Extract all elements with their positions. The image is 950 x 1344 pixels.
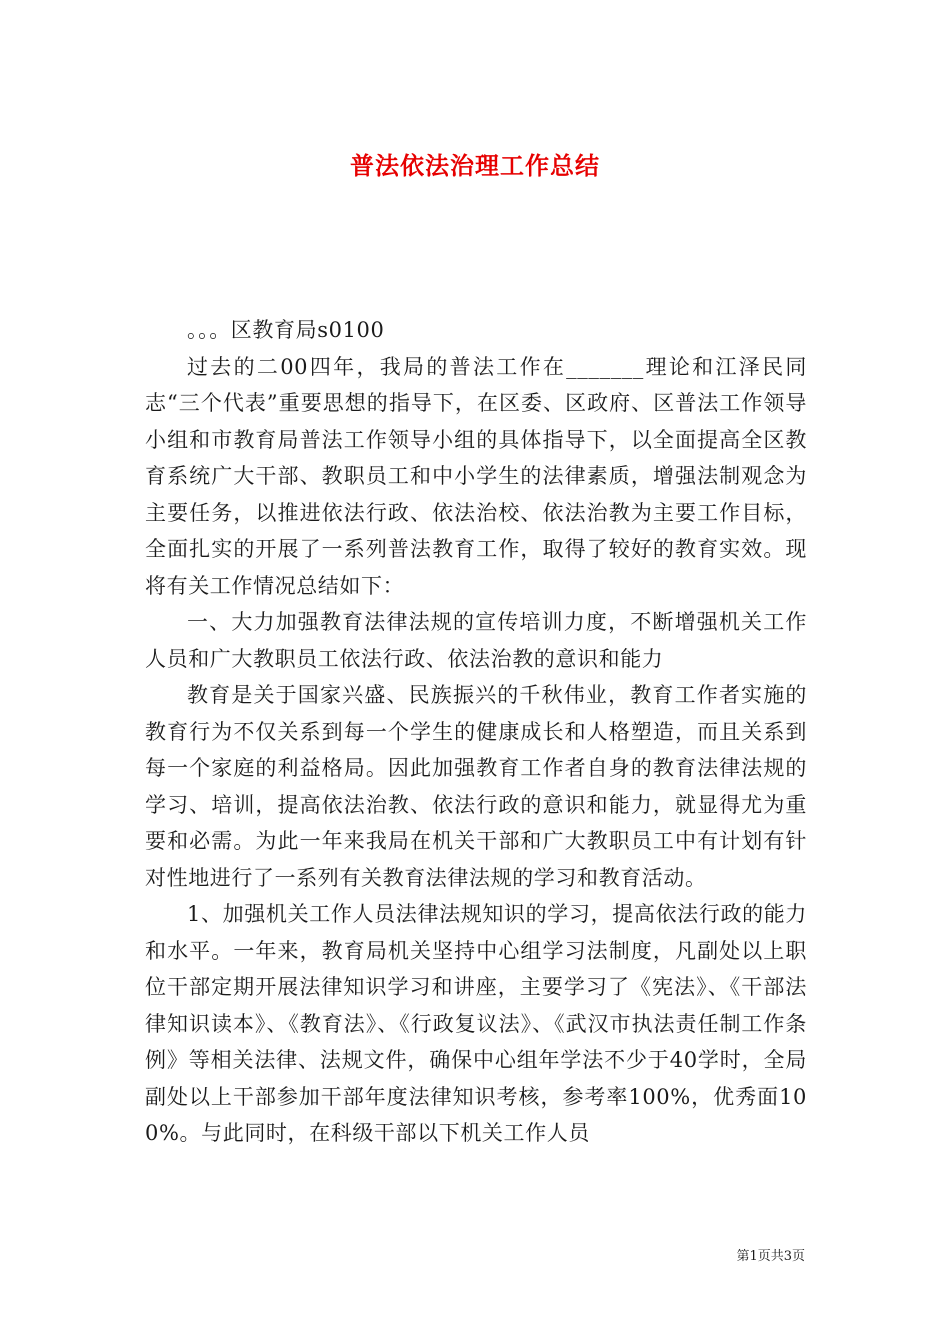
page-number-label: 第1页共3页	[736, 1249, 805, 1264]
paragraph-education: 教育是关于国家兴盛、民族振兴的千秋伟业，教育工作者实施的教育行为不仅关系到每一个学生的健康成长和人格塑造，而且关系到每一个家庭的利益格局。因此加强教育工作者自身的教育法律法规的学习、培训，提高依法治教、依法行政的意识和能力，就显得尤为重要和必需。为此一年来我局在机关干部和广大教职员工中有计划有针对性地进行了一系列有关教育法律法规的学习和教育活动。	[145, 683, 807, 890]
paragraph-section-heading: 一、大力加强教育法律法规的宣传培训力度，不断增强机关工作人员和广大教职员工依法行政、依法治教的意识和能力	[145, 610, 807, 671]
document-body	[145, 312, 807, 1152]
page-footer	[736, 1248, 805, 1266]
paragraph-intro: 过去的二00四年，我局的普法工作在_______理论和江泽民同志“三个代表”重要思想的指导下，在区委、区政府、区普法工作领导小组和市教育局普法工作领导小组的具体指导下，以全面提高全区教育系统广大干部、教职员工和中小学生的法律素质，增强法制观念为主要任务，以推进依法行政、依法治校、依法治教为主要工作目标，全面扎实的开展了一系列普法教育工作，取得了较好的教育实效。现将有关工作情况总结如下：	[145, 354, 807, 598]
paragraph-department: 。。。区教育局s0100	[187, 318, 385, 342]
paragraph-item-1: 1、加强机关工作人员法律法规知识的学习，提高依法行政的能力和水平。一年来，教育局机关坚持中心组学习法制度，凡副处以上职位干部定期开展法律知识学习和讲座，主要学习了《宪法》、《干部法律知识读本》、《教育法》、《行政复议法》、《武汉市执法责任制工作条例》等相关法律、法规文件，确保中心组年学法不少于40学时，全局副处以上干部参加干部年度法律知识考核，参考率100%，优秀面100%。与此同时，在科级干部以下机关工作人员	[145, 902, 807, 1145]
page-title: 普法依法治理工作总结	[350, 151, 600, 181]
